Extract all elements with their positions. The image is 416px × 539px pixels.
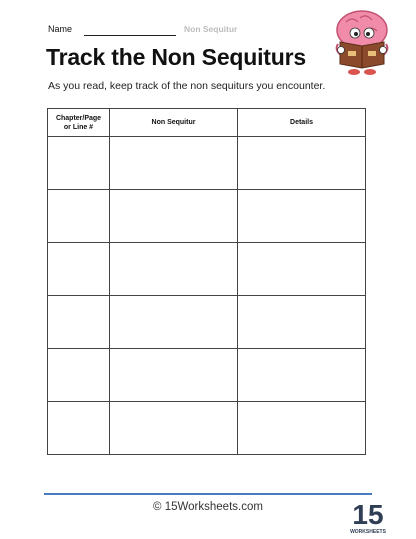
table-row (48, 190, 366, 243)
table-row (48, 243, 366, 296)
page-title: Track the Non Sequiturs (46, 44, 306, 70)
name-blank-line[interactable] (84, 35, 176, 36)
logo-caption: WORKSHEETS (350, 529, 386, 535)
brain-reading-book-icon (326, 6, 398, 78)
column-header-chapter-line-2: or Line # (63, 123, 94, 131)
table-cell-chapter[interactable] (48, 243, 110, 296)
table-cell-details[interactable] (238, 402, 366, 455)
table-cell-details[interactable] (238, 243, 366, 296)
table-cell-non-sequitur[interactable] (110, 243, 238, 296)
table-header-row (48, 109, 366, 137)
table-row (48, 402, 366, 455)
table-cell-non-sequitur[interactable] (110, 349, 238, 402)
column-header-chapter (48, 109, 110, 137)
table-row (48, 137, 366, 190)
footer-copyright: © 15Worksheets.com (153, 501, 263, 513)
table-cell-chapter[interactable] (48, 349, 110, 402)
table-row (48, 296, 366, 349)
instructions-text: As you read, keep track of the non sequiturs you encounter. (48, 80, 326, 92)
15worksheets-logo-icon (350, 497, 386, 535)
table-cell-details[interactable] (238, 190, 366, 243)
table-cell-details[interactable] (238, 296, 366, 349)
table-cell-chapter[interactable] (48, 190, 110, 243)
table-cell-chapter[interactable] (48, 402, 110, 455)
table-row (48, 349, 366, 402)
table-cell-chapter[interactable] (48, 137, 110, 190)
table-cell-details[interactable] (238, 137, 366, 190)
table-cell-chapter[interactable] (48, 296, 110, 349)
logo-number: 15 (352, 499, 384, 530)
name-row (48, 24, 288, 38)
column-header-non-sequitur: Non Sequitur (110, 109, 238, 137)
name-label: Name (48, 24, 73, 34)
table-cell-non-sequitur[interactable] (110, 137, 238, 190)
tracking-table (47, 108, 366, 455)
footer-divider (44, 493, 372, 495)
table-cell-non-sequitur[interactable] (110, 296, 238, 349)
table-cell-non-sequitur[interactable] (110, 402, 238, 455)
worksheet-topic-tag: Non Sequitur (184, 24, 238, 34)
column-header-chapter-line-1: Chapter/Page (55, 114, 102, 122)
table-cell-details[interactable] (238, 349, 366, 402)
table-cell-non-sequitur[interactable] (110, 190, 238, 243)
column-header-details: Details (238, 109, 366, 137)
